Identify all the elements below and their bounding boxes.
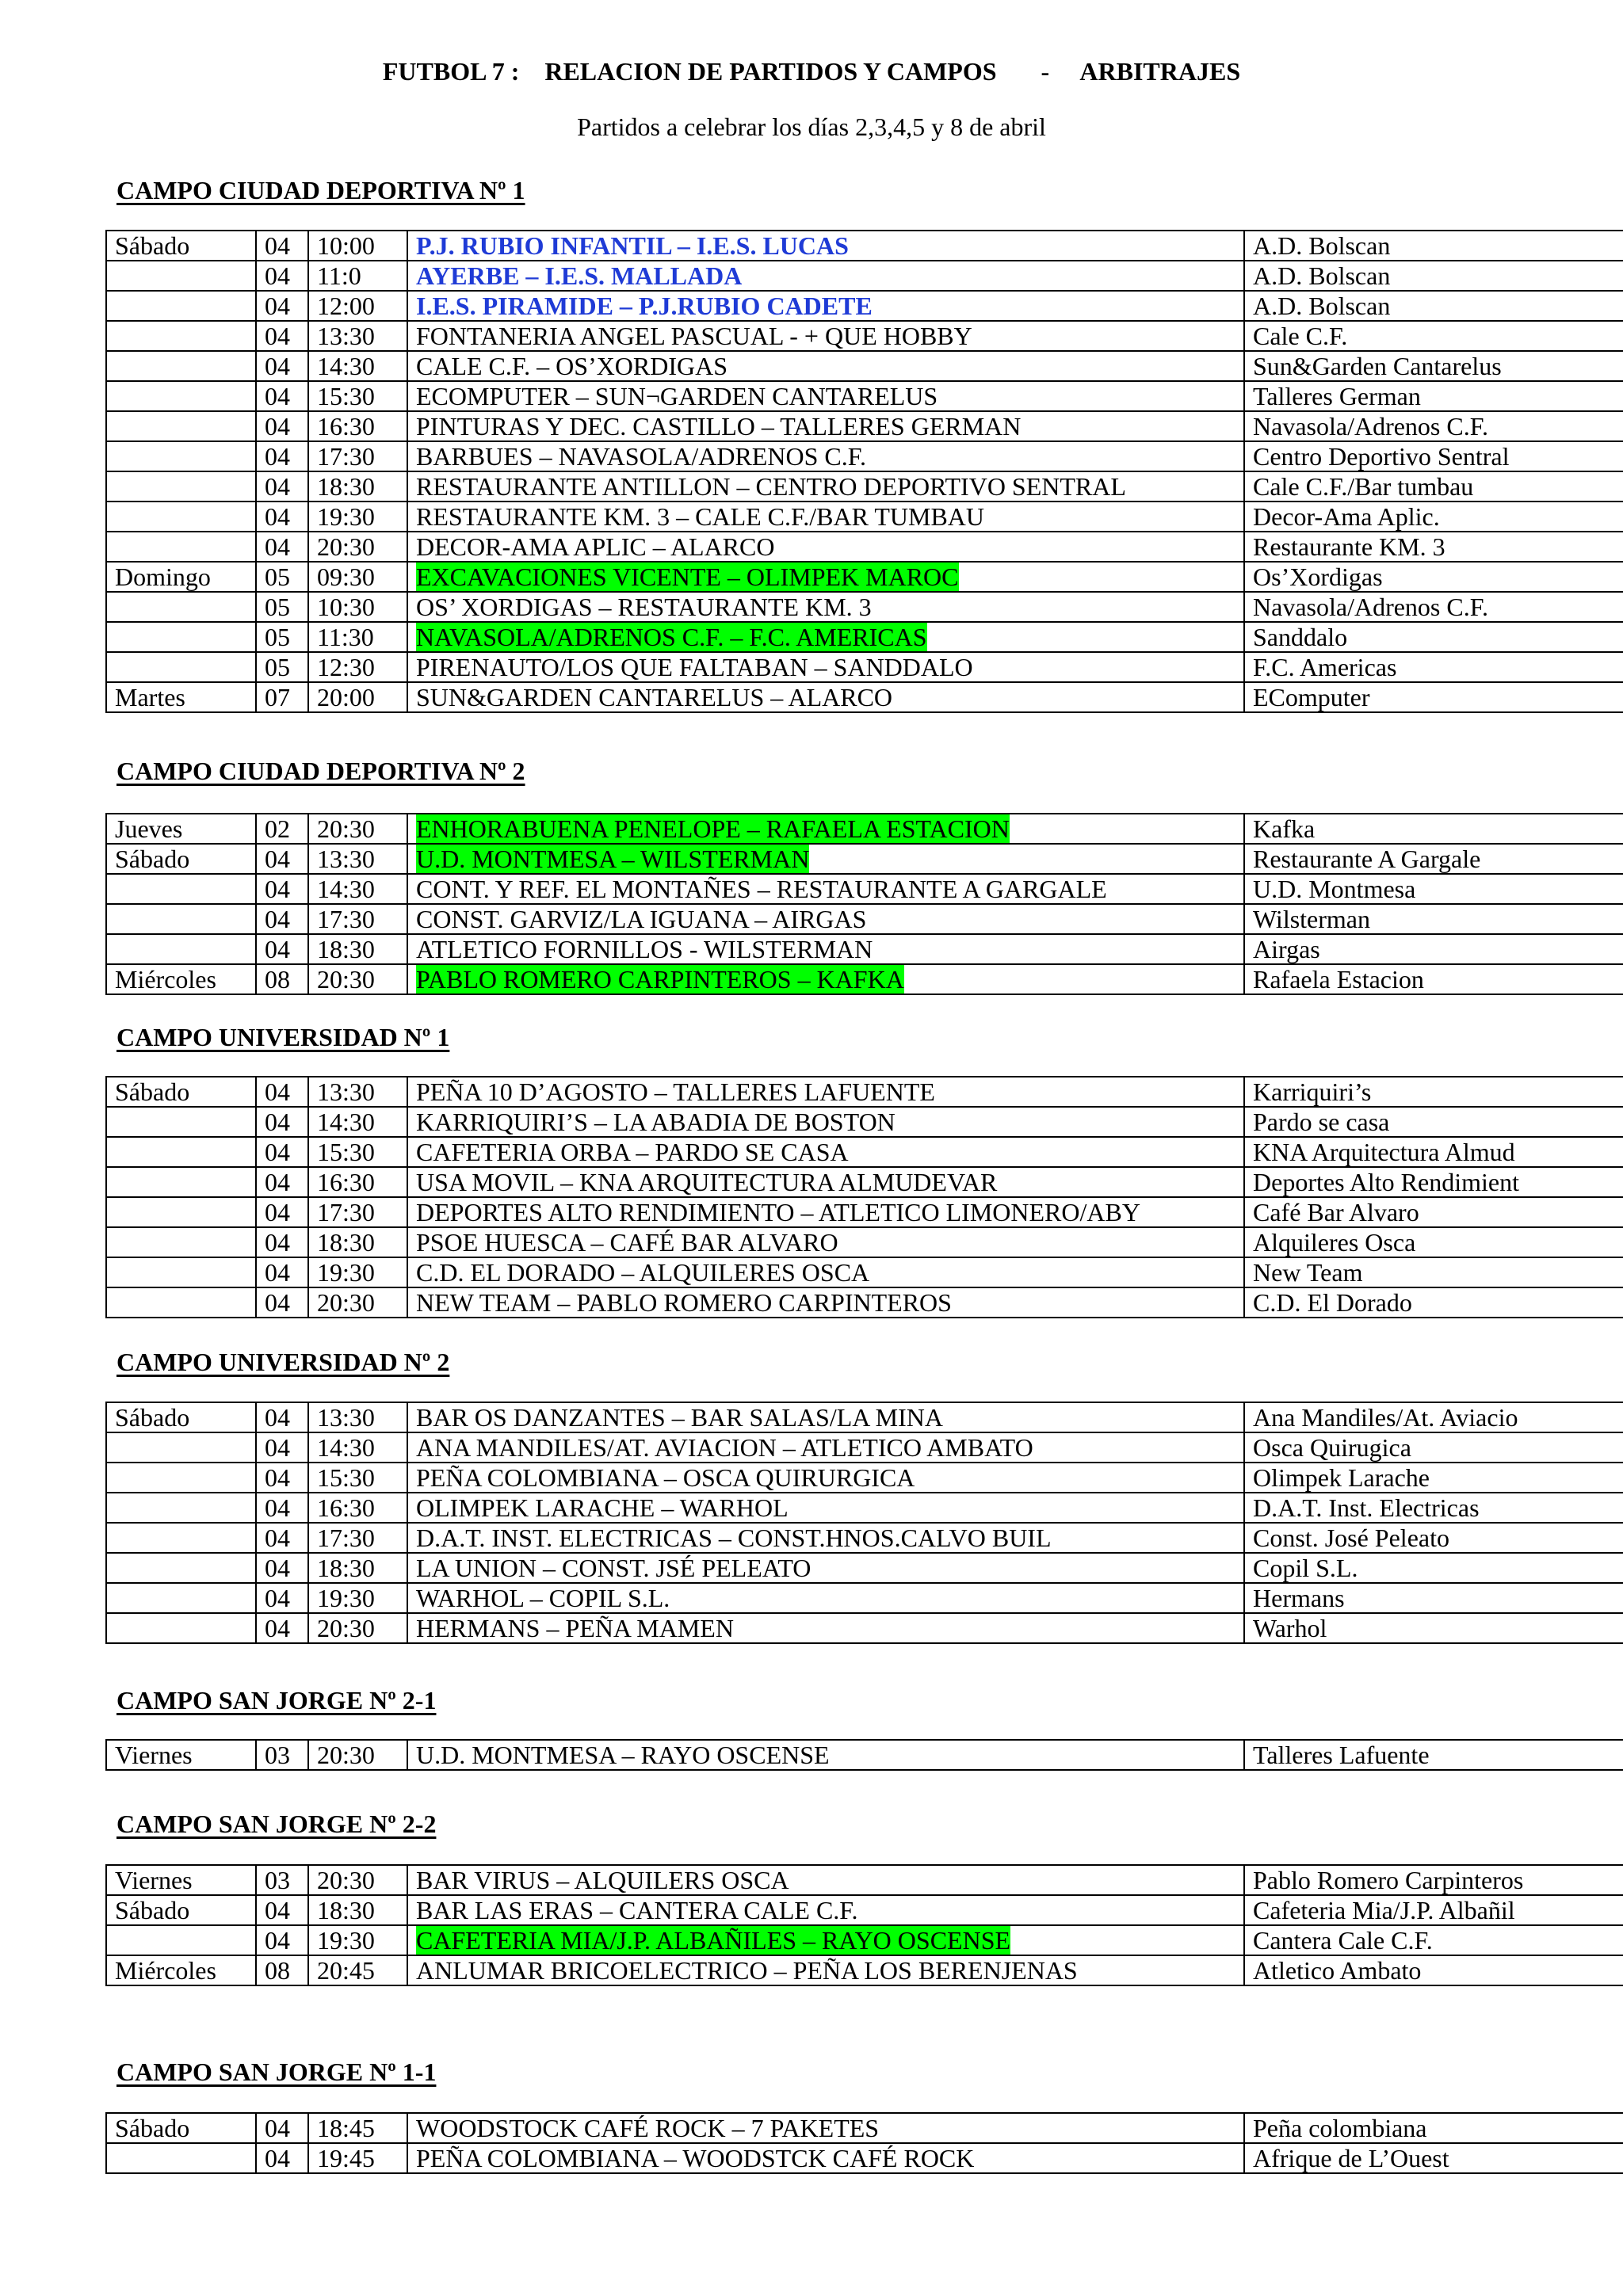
- match-cell: [407, 844, 1244, 874]
- match-cell: CONST. GARVIZ/LA IGUANA – AIRGAS: [407, 904, 1244, 934]
- day-cell: [106, 532, 256, 562]
- time-cell: 19:30: [308, 1925, 407, 1955]
- table-row: [106, 1137, 1623, 1167]
- table-row: [106, 1463, 1623, 1493]
- date-cell: 04: [256, 441, 308, 471]
- section-title: CAMPO UNIVERSIDAD Nº 2: [116, 1348, 450, 1376]
- day-cell: Sábado: [106, 1895, 256, 1925]
- match-cell: [407, 1925, 1244, 1955]
- time-cell: 20:30: [308, 532, 407, 562]
- fixtures-table: [105, 1402, 1623, 1644]
- match-cell: PEÑA COLOMBIANA – WOODSTCK CAFÉ ROCK: [407, 2143, 1244, 2173]
- fixtures-table: [105, 1076, 1623, 1318]
- match-cell: WOODSTOCK CAFÉ ROCK – 7 PAKETES: [407, 2113, 1244, 2143]
- referee-cell: Os’Xordigas: [1244, 562, 1623, 592]
- date-cell: 07: [256, 682, 308, 712]
- referee-cell: Osca Quirugica: [1244, 1432, 1623, 1463]
- referee-cell: Centro Deportivo Sentral: [1244, 441, 1623, 471]
- day-cell: [106, 291, 256, 321]
- day-cell: [106, 321, 256, 351]
- table-row: [106, 1740, 1623, 1770]
- table-row: [106, 904, 1623, 934]
- match-cell: BAR LAS ERAS – CANTERA CALE C.F.: [407, 1895, 1244, 1925]
- referee-cell: Karriquiri’s: [1244, 1077, 1623, 1107]
- day-cell: [106, 381, 256, 411]
- match-cell: FONTANERIA ANGEL PASCUAL - + QUE HOBBY: [407, 321, 1244, 351]
- day-cell: [106, 411, 256, 441]
- day-cell: [106, 1137, 256, 1167]
- referee-cell: Wilsterman: [1244, 904, 1623, 934]
- day-cell: Miércoles: [106, 964, 256, 994]
- match-cell: CAFETERIA ORBA – PARDO SE CASA: [407, 1137, 1244, 1167]
- date-cell: 04: [256, 2143, 308, 2173]
- date-cell: 04: [256, 411, 308, 441]
- match-cell: ANA MANDILES/AT. AVIACION – ATLETICO AMBATO: [407, 1432, 1244, 1463]
- date-cell: 04: [256, 532, 308, 562]
- date-cell: 04: [256, 1197, 308, 1227]
- date-cell: 04: [256, 1463, 308, 1493]
- date-cell: 04: [256, 291, 308, 321]
- table-row: [106, 411, 1623, 441]
- table-row: [106, 471, 1623, 502]
- table-row: [106, 1432, 1623, 1463]
- referee-cell: Cafeteria Mia/J.P. Albañil: [1244, 1895, 1623, 1925]
- section-title: CAMPO CIUDAD DEPORTIVA Nº 1: [116, 176, 525, 204]
- document-title: FUTBOL 7 : RELACION DE PARTIDOS Y CAMPOS - ARBITRAJES: [382, 57, 1241, 86]
- time-cell: 17:30: [308, 904, 407, 934]
- referee-cell: Pardo se casa: [1244, 1107, 1623, 1137]
- date-cell: 04: [256, 261, 308, 291]
- date-cell: 04: [256, 381, 308, 411]
- table-row: [106, 1583, 1623, 1613]
- day-cell: [106, 2143, 256, 2173]
- day-cell: [106, 874, 256, 904]
- match-text-highlighted: ENHORABUENA PENELOPE – RAFAELA ESTACION: [416, 814, 1010, 843]
- time-cell: 19:30: [308, 1257, 407, 1287]
- referee-cell: Navasola/Adrenos C.F.: [1244, 592, 1623, 622]
- table-row: [106, 874, 1623, 904]
- time-cell: 18:45: [308, 2113, 407, 2143]
- referee-cell: Alquileres Osca: [1244, 1227, 1623, 1257]
- match-cell: ECOMPUTER – SUN¬GARDEN CANTARELUS: [407, 381, 1244, 411]
- time-cell: 12:30: [308, 652, 407, 682]
- day-cell: [106, 1287, 256, 1318]
- date-cell: 05: [256, 652, 308, 682]
- referee-cell: A.D. Bolscan: [1244, 231, 1623, 261]
- referee-cell: C.D. El Dorado: [1244, 1287, 1623, 1318]
- referee-cell: Deportes Alto Rendimient: [1244, 1167, 1623, 1197]
- table-row: [106, 1227, 1623, 1257]
- day-cell: [106, 1925, 256, 1955]
- section-title: CAMPO UNIVERSIDAD Nº 1: [116, 1023, 450, 1051]
- match-text-blue: I.E.S. PIRAMIDE – P.J.RUBIO CADETE: [416, 292, 873, 320]
- referee-cell: Afrique de L’Ouest: [1244, 2143, 1623, 2173]
- match-cell: U.D. MONTMESA – RAYO OSCENSE: [407, 1740, 1244, 1770]
- match-cell: NEW TEAM – PABLO ROMERO CARPINTEROS: [407, 1287, 1244, 1318]
- fixtures-table: [105, 2112, 1623, 2174]
- date-cell: 05: [256, 562, 308, 592]
- match-cell: [407, 291, 1244, 321]
- table-row: [106, 1257, 1623, 1287]
- date-cell: 04: [256, 471, 308, 502]
- fixtures-table: [105, 1864, 1623, 1986]
- day-cell: [106, 1227, 256, 1257]
- referee-cell: Pablo Romero Carpinteros: [1244, 1865, 1623, 1895]
- date-cell: 04: [256, 321, 308, 351]
- table-row: [106, 1197, 1623, 1227]
- table-row: [106, 652, 1623, 682]
- table-row: [106, 562, 1623, 592]
- time-cell: 17:30: [308, 441, 407, 471]
- time-cell: 12:00: [308, 291, 407, 321]
- time-cell: 15:30: [308, 381, 407, 411]
- match-cell: RESTAURANTE ANTILLON – CENTRO DEPORTIVO SENTRAL: [407, 471, 1244, 502]
- match-cell: BARBUES – NAVASOLA/ADRENOS C.F.: [407, 441, 1244, 471]
- match-cell: WARHOL – COPIL S.L.: [407, 1583, 1244, 1613]
- table-row: [106, 261, 1623, 291]
- referee-cell: Navasola/Adrenos C.F.: [1244, 411, 1623, 441]
- match-cell: SUN&GARDEN CANTARELUS – ALARCO: [407, 682, 1244, 712]
- match-text-highlighted: PABLO ROMERO CARPINTEROS – KAFKA: [416, 965, 904, 994]
- table-row: [106, 502, 1623, 532]
- time-cell: 11:30: [308, 622, 407, 652]
- match-cell: USA MOVIL – KNA ARQUITECTURA ALMUDEVAR: [407, 1167, 1244, 1197]
- day-cell: Jueves: [106, 814, 256, 844]
- table-row: [106, 1955, 1623, 1985]
- time-cell: 10:30: [308, 592, 407, 622]
- table-row: [106, 1613, 1623, 1643]
- day-cell: [106, 1523, 256, 1553]
- date-cell: 05: [256, 592, 308, 622]
- day-cell: Domingo: [106, 562, 256, 592]
- table-row: [106, 532, 1623, 562]
- table-row: [106, 1287, 1623, 1318]
- referee-cell: Restaurante KM. 3: [1244, 532, 1623, 562]
- referee-cell: Ana Mandiles/At. Aviacio: [1244, 1402, 1623, 1432]
- table-row: [106, 622, 1623, 652]
- table-row: [106, 814, 1623, 844]
- match-cell: OS’ XORDIGAS – RESTAURANTE KM. 3: [407, 592, 1244, 622]
- day-cell: [106, 1197, 256, 1227]
- referee-cell: Olimpek Larache: [1244, 1463, 1623, 1493]
- time-cell: 18:30: [308, 934, 407, 964]
- time-cell: 18:30: [308, 1227, 407, 1257]
- day-cell: [106, 1553, 256, 1583]
- day-cell: [106, 1613, 256, 1643]
- date-cell: 02: [256, 814, 308, 844]
- section-title: CAMPO CIUDAD DEPORTIVA Nº 2: [116, 757, 525, 785]
- fixtures-table: [105, 813, 1623, 995]
- date-cell: 04: [256, 1583, 308, 1613]
- section-title: CAMPO SAN JORGE Nº 2-2: [116, 1810, 437, 1838]
- referee-cell: Atletico Ambato: [1244, 1955, 1623, 1985]
- day-cell: [106, 261, 256, 291]
- table-row: [106, 1107, 1623, 1137]
- table-row: [106, 964, 1623, 994]
- match-cell: [407, 261, 1244, 291]
- table-row: [106, 1402, 1623, 1432]
- table-row: [106, 2143, 1623, 2173]
- table-row: [106, 844, 1623, 874]
- table-row: [106, 1553, 1623, 1583]
- date-cell: 04: [256, 1077, 308, 1107]
- day-cell: Sábado: [106, 1402, 256, 1432]
- time-cell: 20:00: [308, 682, 407, 712]
- time-cell: 09:30: [308, 562, 407, 592]
- match-text-highlighted: NAVASOLA/ADRENOS C.F. – F.C. AMERICAS: [416, 623, 927, 651]
- section-title: CAMPO SAN JORGE Nº 2-1: [116, 1686, 437, 1714]
- referee-cell: Peña colombiana: [1244, 2113, 1623, 2143]
- table-row: [106, 381, 1623, 411]
- time-cell: 13:30: [308, 1402, 407, 1432]
- referee-cell: Airgas: [1244, 934, 1623, 964]
- table-row: [106, 1925, 1623, 1955]
- day-cell: [106, 471, 256, 502]
- match-cell: BAR VIRUS – ALQUILERS OSCA: [407, 1865, 1244, 1895]
- time-cell: 13:30: [308, 1077, 407, 1107]
- referee-cell: Cale C.F./Bar tumbau: [1244, 471, 1623, 502]
- date-cell: 04: [256, 1613, 308, 1643]
- time-cell: 16:30: [308, 1167, 407, 1197]
- referee-cell: Sanddalo: [1244, 622, 1623, 652]
- day-cell: Sábado: [106, 231, 256, 261]
- referee-cell: Restaurante A Gargale: [1244, 844, 1623, 874]
- match-cell: [407, 964, 1244, 994]
- day-cell: Sábado: [106, 844, 256, 874]
- date-cell: 08: [256, 1955, 308, 1985]
- day-cell: [106, 1257, 256, 1287]
- referee-cell: EComputer: [1244, 682, 1623, 712]
- table-row: [106, 231, 1623, 261]
- fixtures-table: [105, 230, 1623, 713]
- date-cell: 04: [256, 2113, 308, 2143]
- match-cell: DECOR-AMA APLIC – ALARCO: [407, 532, 1244, 562]
- match-cell: [407, 562, 1244, 592]
- time-cell: 16:30: [308, 411, 407, 441]
- date-cell: 04: [256, 934, 308, 964]
- day-cell: Martes: [106, 682, 256, 712]
- date-cell: 03: [256, 1740, 308, 1770]
- match-cell: OLIMPEK LARACHE – WARHOL: [407, 1493, 1244, 1523]
- time-cell: 20:30: [308, 1613, 407, 1643]
- date-cell: 04: [256, 1107, 308, 1137]
- table-row: [106, 1167, 1623, 1197]
- date-cell: 04: [256, 1167, 308, 1197]
- time-cell: 11:0: [308, 261, 407, 291]
- match-cell: C.D. EL DORADO – ALQUILERES OSCA: [407, 1257, 1244, 1287]
- table-row: [106, 1523, 1623, 1553]
- referee-cell: A.D. Bolscan: [1244, 291, 1623, 321]
- time-cell: 15:30: [308, 1463, 407, 1493]
- table-row: [106, 1077, 1623, 1107]
- day-cell: [106, 592, 256, 622]
- date-cell: 04: [256, 351, 308, 381]
- date-cell: 04: [256, 1257, 308, 1287]
- referee-cell: Decor-Ama Aplic.: [1244, 502, 1623, 532]
- match-cell: PEÑA COLOMBIANA – OSCA QUIRURGICA: [407, 1463, 1244, 1493]
- referee-cell: Copil S.L.: [1244, 1553, 1623, 1583]
- referee-cell: New Team: [1244, 1257, 1623, 1287]
- match-cell: [407, 622, 1244, 652]
- referee-cell: A.D. Bolscan: [1244, 261, 1623, 291]
- date-cell: 04: [256, 1227, 308, 1257]
- table-row: [106, 592, 1623, 622]
- time-cell: 17:30: [308, 1197, 407, 1227]
- table-row: [106, 351, 1623, 381]
- day-cell: [106, 441, 256, 471]
- table-row: [106, 2113, 1623, 2143]
- table-row: [106, 291, 1623, 321]
- referee-cell: Cale C.F.: [1244, 321, 1623, 351]
- referee-cell: Warhol: [1244, 1613, 1623, 1643]
- referee-cell: Rafaela Estacion: [1244, 964, 1623, 994]
- time-cell: 19:45: [308, 2143, 407, 2173]
- match-cell: RESTAURANTE KM. 3 – CALE C.F./BAR TUMBAU: [407, 502, 1244, 532]
- date-cell: 04: [256, 231, 308, 261]
- time-cell: 13:30: [308, 844, 407, 874]
- match-cell: LA UNION – CONST. JSÉ PELEATO: [407, 1553, 1244, 1583]
- fixtures-table: [105, 1739, 1623, 1771]
- day-cell: [106, 1493, 256, 1523]
- table-row: [106, 1493, 1623, 1523]
- date-cell: 04: [256, 1402, 308, 1432]
- day-cell: [106, 622, 256, 652]
- time-cell: 20:30: [308, 1865, 407, 1895]
- section-title: CAMPO SAN JORGE Nº 1-1: [116, 2058, 437, 2086]
- table-row: [106, 682, 1623, 712]
- day-cell: [106, 1167, 256, 1197]
- time-cell: 18:30: [308, 1553, 407, 1583]
- match-text-highlighted: CAFETERIA MIA/J.P. ALBAÑILES – RAYO OSCENSE: [416, 1926, 1011, 1955]
- time-cell: 17:30: [308, 1523, 407, 1553]
- table-row: [106, 934, 1623, 964]
- day-cell: [106, 904, 256, 934]
- match-cell: DEPORTES ALTO RENDIMIENTO – ATLETICO LIMONERO/ABY: [407, 1197, 1244, 1227]
- match-cell: [407, 231, 1244, 261]
- time-cell: 19:30: [308, 502, 407, 532]
- day-cell: [106, 351, 256, 381]
- document-subtitle: Partidos a celebrar los días 2,3,4,5 y 8 de abril: [577, 113, 1046, 141]
- referee-cell: F.C. Americas: [1244, 652, 1623, 682]
- table-row: [106, 441, 1623, 471]
- date-cell: 04: [256, 844, 308, 874]
- match-cell: BAR OS DANZANTES – BAR SALAS/LA MINA: [407, 1402, 1244, 1432]
- referee-cell: Hermans: [1244, 1583, 1623, 1613]
- match-text-highlighted: EXCAVACIONES VICENTE – OLIMPEK MAROC: [416, 563, 959, 591]
- day-cell: [106, 1432, 256, 1463]
- time-cell: 16:30: [308, 1493, 407, 1523]
- day-cell: [106, 502, 256, 532]
- day-cell: Sábado: [106, 1077, 256, 1107]
- date-cell: 04: [256, 1432, 308, 1463]
- referee-cell: Const. José Peleato: [1244, 1523, 1623, 1553]
- date-cell: 04: [256, 874, 308, 904]
- day-cell: [106, 1463, 256, 1493]
- referee-cell: Cantera Cale C.F.: [1244, 1925, 1623, 1955]
- match-cell: PINTURAS Y DEC. CASTILLO – TALLERES GERMAN: [407, 411, 1244, 441]
- referee-cell: Café Bar Alvaro: [1244, 1197, 1623, 1227]
- day-cell: [106, 652, 256, 682]
- time-cell: 14:30: [308, 1107, 407, 1137]
- day-cell: Viernes: [106, 1865, 256, 1895]
- match-cell: ATLETICO FORNILLOS - WILSTERMAN: [407, 934, 1244, 964]
- date-cell: 03: [256, 1865, 308, 1895]
- date-cell: 08: [256, 964, 308, 994]
- time-cell: 10:00: [308, 231, 407, 261]
- match-cell: CONT. Y REF. EL MONTAÑES – RESTAURANTE A GARGALE: [407, 874, 1244, 904]
- referee-cell: U.D. Montmesa: [1244, 874, 1623, 904]
- time-cell: 20:30: [308, 1287, 407, 1318]
- day-cell: Sábado: [106, 2113, 256, 2143]
- date-cell: 04: [256, 1137, 308, 1167]
- referee-cell: Sun&Garden Cantarelus: [1244, 351, 1623, 381]
- day-cell: Miércoles: [106, 1955, 256, 1985]
- match-cell: HERMANS – PEÑA MAMEN: [407, 1613, 1244, 1643]
- date-cell: 05: [256, 622, 308, 652]
- date-cell: 04: [256, 904, 308, 934]
- time-cell: 18:30: [308, 1895, 407, 1925]
- date-cell: 04: [256, 1895, 308, 1925]
- time-cell: 14:30: [308, 874, 407, 904]
- day-cell: [106, 934, 256, 964]
- time-cell: 15:30: [308, 1137, 407, 1167]
- time-cell: 20:45: [308, 1955, 407, 1985]
- match-cell: PIRENAUTO/LOS QUE FALTABAN – SANDDALO: [407, 652, 1244, 682]
- referee-cell: Kafka: [1244, 814, 1623, 844]
- time-cell: 20:30: [308, 814, 407, 844]
- date-cell: 04: [256, 502, 308, 532]
- match-cell: PSOE HUESCA – CAFÉ BAR ALVARO: [407, 1227, 1244, 1257]
- referee-cell: D.A.T. Inst. Electricas: [1244, 1493, 1623, 1523]
- day-cell: [106, 1107, 256, 1137]
- date-cell: 04: [256, 1523, 308, 1553]
- time-cell: 18:30: [308, 471, 407, 502]
- time-cell: 14:30: [308, 351, 407, 381]
- referee-cell: Talleres Lafuente: [1244, 1740, 1623, 1770]
- date-cell: 04: [256, 1493, 308, 1523]
- table-row: [106, 1865, 1623, 1895]
- match-cell: CALE C.F. – OS’XORDIGAS: [407, 351, 1244, 381]
- day-cell: [106, 1583, 256, 1613]
- time-cell: 19:30: [308, 1583, 407, 1613]
- match-cell: PEÑA 10 D’AGOSTO – TALLERES LAFUENTE: [407, 1077, 1244, 1107]
- referee-cell: KNA Arquitectura Almud: [1244, 1137, 1623, 1167]
- match-text-blue: P.J. RUBIO INFANTIL – I.E.S. LUCAS: [416, 231, 849, 260]
- table-row: [106, 321, 1623, 351]
- date-cell: 04: [256, 1925, 308, 1955]
- table-row: [106, 1895, 1623, 1925]
- match-cell: KARRIQUIRI’S – LA ABADIA DE BOSTON: [407, 1107, 1244, 1137]
- time-cell: 13:30: [308, 321, 407, 351]
- match-text-highlighted: U.D. MONTMESA – WILSTERMAN: [416, 845, 810, 873]
- match-cell: [407, 814, 1244, 844]
- referee-cell: Talleres German: [1244, 381, 1623, 411]
- time-cell: 20:30: [308, 1740, 407, 1770]
- time-cell: 20:30: [308, 964, 407, 994]
- date-cell: 04: [256, 1553, 308, 1583]
- match-cell: D.A.T. INST. ELECTRICAS – CONST.HNOS.CALVO BUIL: [407, 1523, 1244, 1553]
- match-text-blue: AYERBE – I.E.S. MALLADA: [416, 261, 743, 290]
- match-cell: ANLUMAR BRICOELECTRICO – PEÑA LOS BERENJENAS: [407, 1955, 1244, 1985]
- date-cell: 04: [256, 1287, 308, 1318]
- day-cell: Viernes: [106, 1740, 256, 1770]
- time-cell: 14:30: [308, 1432, 407, 1463]
